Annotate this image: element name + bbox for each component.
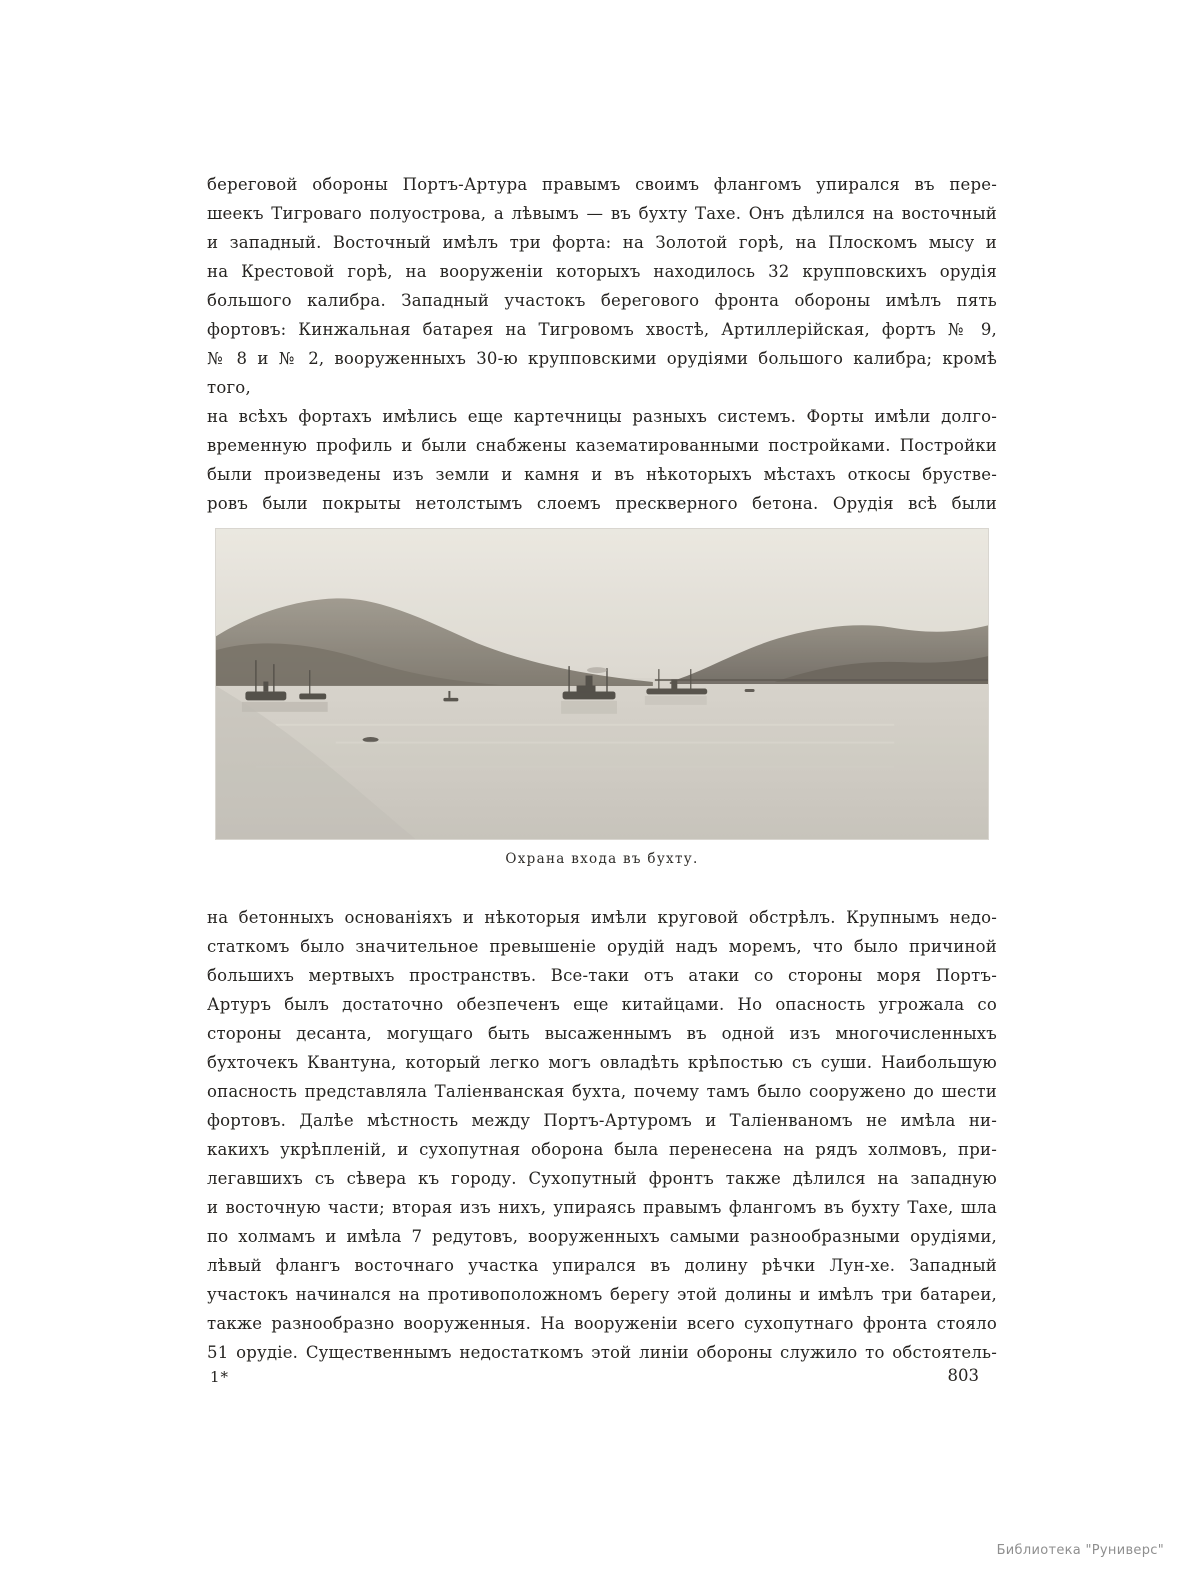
harbor-photograph [215, 528, 989, 840]
text-line: на всѣхъ фортахъ имѣлись еще картечницы разныхъ системъ. Форты имѣли долго- [207, 407, 997, 426]
text-line: № 8 и № 2, вооруженныхъ 30-ю крупповскими орудіями большого калибра; кромѣ того, [207, 349, 997, 397]
text-line: лѣвый флангъ восточнаго участка упирался въ долину рѣчки Лун-хе. Западный [207, 1256, 997, 1275]
text-line: были произведены изъ земли и камня и въ нѣкоторыхъ мѣстахъ откосы брустве- [207, 465, 997, 484]
text-line: шеекъ Тигроваго полуострова, а лѣвымъ — въ бухту Тахе. Онъ дѣлился на восточный [207, 204, 997, 223]
text-line: Артуръ былъ достаточно обезпеченъ еще китайцами. Но опасность угрожала со [207, 995, 997, 1014]
harbor-photo-illustration [216, 529, 988, 839]
text-line: фортовъ: Кинжальная батарея на Тигровомъ хвостѣ, Артиллерійская, фортъ № 9, [207, 320, 997, 339]
text-line: статкомъ было значительное превышеніе орудій надъ моремъ, что было причиной [207, 937, 997, 956]
library-watermark: Библиотека "Руниверс" [996, 1543, 1164, 1558]
text-line: стороны десанта, могущаго быть высаженнымъ въ одной изъ многочисленныхъ [207, 1024, 997, 1043]
text-line: по холмамъ и имѣла 7 редутовъ, вооруженныхъ самыми разнообразными орудіями, [207, 1227, 997, 1246]
photo-caption: Охрана входа въ бухту. [505, 851, 699, 867]
text-line: 51 орудіе. Существеннымъ недостаткомъ этой линіи обороны служило то обстоятель- [207, 1343, 997, 1362]
text-line: ровъ были покрыты нетолстымъ слоемъ прескверного бетона. Орудія всѣ были [207, 494, 997, 513]
text-line: какихъ укрѣпленій, и сухопутная оборона была перенесена на рядъ холмовъ, при- [207, 1140, 997, 1159]
text-line: бухточекъ Квантуна, который легко могъ овладѣть крѣпостью съ суши. Наибольшую [207, 1053, 997, 1072]
signature-mark: 1* [210, 1368, 230, 1386]
page-number: 803 [947, 1366, 979, 1385]
text-line: опасность представляла Таліенванская бухта, почему тамъ было сооружено до шести [207, 1082, 997, 1101]
text-line: большого калибра. Западный участокъ берегового фронта обороны имѣлъ пять [207, 291, 997, 310]
paragraph-top [207, 170, 997, 518]
text-line: на бетонныхъ основаніяхъ и нѣкоторыя имѣли круговой обстрѣлъ. Крупнымъ недо- [207, 908, 997, 927]
photo-tone-overlay [216, 529, 988, 839]
text-line: береговой обороны Портъ-Артура правымъ своимъ флангомъ упирался въ пере- [207, 175, 997, 194]
text-line: на Крестовой горѣ, на вооруженіи которыхъ находилось 32 крупповскихъ орудія [207, 262, 997, 281]
text-line: также разнообразно вооруженныя. На вооруженіи всего сухопутнаго фронта стояло [207, 1314, 997, 1333]
text-line: участокъ начинался на противоположномъ берегу этой долины и имѣлъ три батареи, [207, 1285, 997, 1304]
text-line: и западный. Восточный имѣлъ три форта: на Золотой горѣ, на Плоскомъ мысу и [207, 233, 997, 252]
text-line: легавшихъ съ сѣвера къ городу. Сухопутный фронтъ также дѣлился на западную [207, 1169, 997, 1188]
text-line: и восточную части; вторая изъ нихъ, упираясь правымъ флангомъ въ бухту Тахе, шла [207, 1198, 997, 1217]
paragraph-bottom [207, 903, 997, 1367]
text-line: большихъ мертвыхъ пространствъ. Все-таки отъ атаки со стороны моря Портъ- [207, 966, 997, 985]
text-line: временную профиль и были снабжены казематированными постройками. Постройки [207, 436, 997, 455]
text-line: фортовъ. Далѣе мѣстность между Портъ-Артуромъ и Таліенваномъ не имѣла ни- [207, 1111, 997, 1130]
